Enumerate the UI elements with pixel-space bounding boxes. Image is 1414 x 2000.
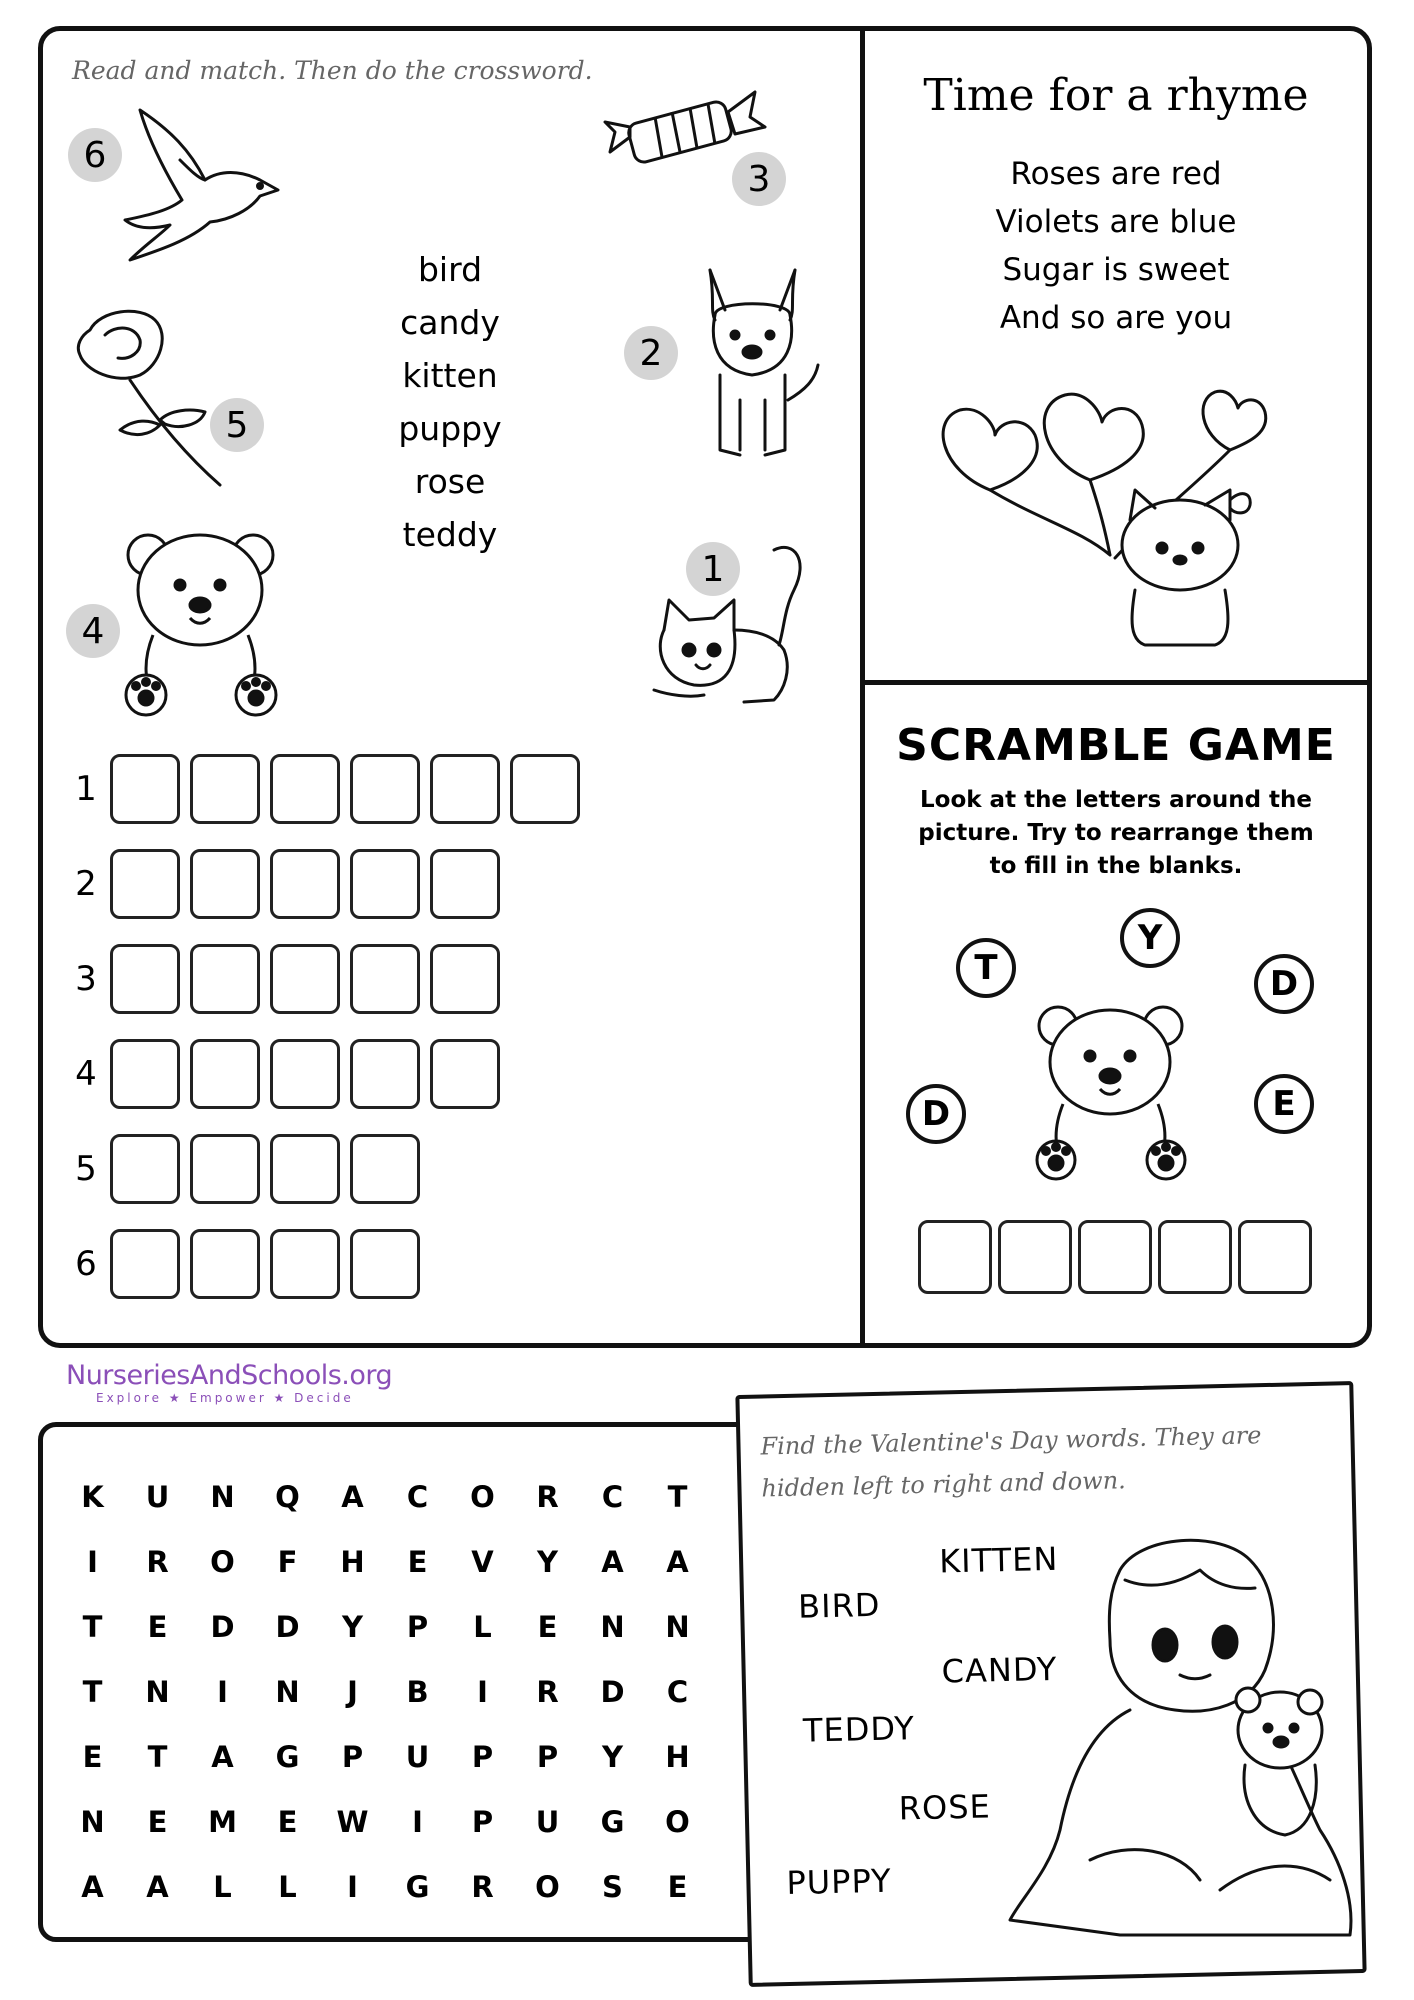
crossword-letter-box[interactable]	[350, 944, 420, 1014]
hidden-word: CANDY	[941, 1649, 1058, 1691]
wordsearch-letter[interactable]: K	[81, 1479, 104, 1514]
wordsearch-letter[interactable]: R	[146, 1544, 169, 1579]
teddy-bear-icon	[1028, 994, 1198, 1184]
picture-number-badge: 4	[66, 604, 120, 658]
match-word: kitten	[402, 356, 498, 395]
match-instruction: Read and match. Then do the crossword.	[72, 56, 593, 85]
wordsearch-letter[interactable]: Y	[342, 1609, 363, 1644]
wordsearch-letter[interactable]: L	[473, 1609, 492, 1644]
vertical-divider	[860, 26, 865, 1348]
crossword-letter-box[interactable]	[270, 1134, 340, 1204]
logo-tagline: Explore ★ Empower ★ Decide	[96, 1391, 354, 1405]
wordsearch-letter[interactable]: I	[347, 1869, 358, 1904]
scramble-letter: D	[906, 1084, 966, 1144]
wordsearch-letter[interactable]: N	[210, 1479, 235, 1514]
wordsearch-letter[interactable]: W	[336, 1804, 369, 1839]
scramble-blank-box[interactable]	[1238, 1220, 1312, 1294]
crossword-letter-box[interactable]	[350, 1229, 420, 1299]
wordsearch-letter[interactable]: B	[406, 1674, 429, 1709]
match-word: rose	[414, 462, 486, 501]
wordsearch-letter[interactable]: Y	[537, 1544, 558, 1579]
rhyme-poem	[876, 156, 1356, 348]
wordsearch-letter[interactable]: O	[470, 1479, 495, 1514]
crossword-letter-box[interactable]	[430, 1039, 500, 1109]
crossword-row-number: 1	[75, 769, 97, 809]
rhyme-line: Violets are blue	[995, 204, 1237, 240]
wordsearch-letter[interactable]: P	[471, 1739, 494, 1774]
puppy-icon	[680, 260, 820, 470]
wordsearch-letter[interactable]: E	[537, 1609, 558, 1644]
crossword-letter-box[interactable]	[190, 1229, 260, 1299]
crossword-row-number: 4	[75, 1054, 97, 1094]
crossword-row	[68, 754, 580, 824]
scramble-letter: Y	[1120, 908, 1180, 968]
picture-number-badge: 1	[686, 542, 740, 596]
wordsearch-letter[interactable]: P	[406, 1609, 429, 1644]
crossword-row-number: 2	[75, 864, 97, 904]
crossword-row-number: 6	[75, 1244, 97, 1284]
wordsearch-letter[interactable]: G	[275, 1739, 300, 1774]
wordsearch-letter[interactable]: I	[217, 1674, 228, 1709]
wordsearch-letter[interactable]: N	[665, 1609, 690, 1644]
crossword	[68, 754, 580, 1324]
match-word: puppy	[398, 409, 502, 448]
hidden-word: PUPPY	[786, 1861, 893, 1903]
logo-text: NurseriesAndSchools.org	[66, 1360, 393, 1391]
wordsearch-letter[interactable]: T	[82, 1674, 103, 1709]
crossword-letter-box[interactable]	[110, 944, 180, 1014]
wordsearch-letter[interactable]: T	[667, 1479, 688, 1514]
wordsearch-letter[interactable]: N	[600, 1609, 625, 1644]
crossword-letter-box[interactable]	[190, 849, 260, 919]
scramble-blank-box[interactable]	[1158, 1220, 1232, 1294]
wordsearch-letter[interactable]: I	[87, 1544, 98, 1579]
wordsearch-letter[interactable]: U	[535, 1804, 560, 1839]
wordsearch-letter[interactable]: C	[666, 1674, 689, 1709]
rhyme-line: Roses are red	[1010, 156, 1222, 192]
crossword-letter-box[interactable]	[350, 849, 420, 919]
find-instruction-line2: hidden left to right and down.	[761, 1466, 1127, 1503]
crossword-row-number: 5	[75, 1149, 97, 1189]
wordsearch-letter[interactable]: N	[275, 1674, 300, 1709]
site-logo	[66, 1360, 392, 1405]
wordsearch-letter[interactable]: D	[275, 1609, 300, 1644]
wordsearch-letter[interactable]: E	[82, 1739, 103, 1774]
wordsearch-letter[interactable]: A	[146, 1869, 169, 1904]
hidden-word: ROSE	[898, 1787, 992, 1828]
wordsearch-letter[interactable]: R	[536, 1674, 559, 1709]
wordsearch-letter[interactable]: A	[341, 1479, 364, 1514]
wordsearch-letter[interactable]: M	[208, 1804, 237, 1839]
scramble-blank-box[interactable]	[998, 1220, 1072, 1294]
crossword-letter-box[interactable]	[350, 1039, 420, 1109]
crossword-letter-box[interactable]	[110, 1229, 180, 1299]
kitty-with-balloons-icon	[930, 380, 1310, 650]
wordsearch-letter[interactable]: G	[600, 1804, 625, 1839]
wordsearch-letter[interactable]: G	[405, 1869, 430, 1904]
wordsearch-letter[interactable]: U	[405, 1739, 430, 1774]
crossword-letter-box[interactable]	[190, 944, 260, 1014]
crossword-letter-box[interactable]	[270, 754, 340, 824]
horizontal-divider	[862, 680, 1372, 685]
crossword-letter-box[interactable]	[350, 1134, 420, 1204]
wordsearch-letter[interactable]: P	[536, 1739, 559, 1774]
scramble-description: Look at the letters around the picture. Try to rearrange them to fill in the blanks.	[918, 787, 1314, 879]
crossword-row	[68, 1229, 580, 1299]
hidden-word: TEDDY	[802, 1709, 916, 1750]
boy-with-teddy-icon	[1000, 1530, 1360, 1950]
wordsearch-letter[interactable]: A	[666, 1544, 689, 1579]
wordsearch-letter[interactable]: O	[210, 1544, 235, 1579]
kitten-icon	[634, 530, 834, 720]
wordsearch-letter[interactable]: E	[667, 1869, 688, 1904]
wordsearch-letter[interactable]: N	[80, 1804, 105, 1839]
rose-icon	[60, 300, 230, 490]
crossword-letter-box[interactable]	[430, 944, 500, 1014]
crossword-row	[68, 1134, 580, 1204]
wordsearch-letter[interactable]: Q	[275, 1479, 300, 1514]
wordsearch-letter[interactable]: E	[147, 1804, 168, 1839]
wordsearch-letter[interactable]: C	[406, 1479, 429, 1514]
crossword-letter-box[interactable]	[110, 1039, 180, 1109]
wordsearch-letter[interactable]: H	[340, 1544, 365, 1579]
wordsearch-letter[interactable]: S	[602, 1869, 623, 1904]
wordsearch-letter[interactable]: V	[471, 1544, 494, 1579]
rhyme-line: And so are you	[999, 300, 1233, 336]
crossword-letter-box[interactable]	[190, 754, 260, 824]
scramble-letter: T	[956, 938, 1016, 998]
wordsearch-letter[interactable]: I	[477, 1674, 488, 1709]
wordsearch-letter[interactable]: O	[535, 1869, 560, 1904]
wordsearch-letter[interactable]: P	[471, 1804, 494, 1839]
crossword-letter-box[interactable]	[270, 849, 340, 919]
rhyme-title: Time for a rhyme	[923, 70, 1309, 121]
crossword-letter-box[interactable]	[270, 1229, 340, 1299]
picture-number-badge: 2	[624, 326, 678, 380]
wordsearch-letter[interactable]: F	[277, 1544, 298, 1579]
wordsearch-letter[interactable]: E	[277, 1804, 298, 1839]
wordsearch-letter[interactable]: U	[145, 1479, 170, 1514]
wordsearch-letter[interactable]: D	[600, 1674, 625, 1709]
crossword-letter-box[interactable]	[270, 1039, 340, 1109]
crossword-letter-box[interactable]	[430, 754, 500, 824]
wordsearch-letter[interactable]: I	[412, 1804, 423, 1839]
match-word: bird	[417, 250, 483, 289]
crossword-row	[68, 1039, 580, 1109]
wordsearch-letter[interactable]: Y	[602, 1739, 623, 1774]
picture-number-badge: 6	[68, 128, 122, 182]
wordsearch-letter[interactable]: O	[665, 1804, 690, 1839]
scramble-letter: E	[1254, 1074, 1314, 1134]
find-instruction-line1: Find the Valentine's Day words. They are	[760, 1421, 1262, 1461]
crossword-letter-box[interactable]	[510, 754, 580, 824]
crossword-letter-box[interactable]	[110, 1134, 180, 1204]
crossword-letter-box[interactable]	[190, 1134, 260, 1204]
wordsearch-letter[interactable]: R	[536, 1479, 559, 1514]
wordsearch-letter[interactable]: T	[82, 1609, 103, 1644]
crossword-letter-box[interactable]	[110, 849, 180, 919]
wordsearch-letter[interactable]: T	[147, 1739, 168, 1774]
picture-number-badge: 5	[210, 398, 264, 452]
scramble-letter: D	[1254, 954, 1314, 1014]
match-word-list	[360, 250, 540, 568]
crossword-row	[68, 849, 580, 919]
crossword-letter-box[interactable]	[190, 1039, 260, 1109]
picture-number-badge: 3	[732, 152, 786, 206]
candy-icon	[600, 82, 770, 192]
scramble-answer-blanks	[918, 1220, 1312, 1294]
scramble-blank-box[interactable]	[918, 1220, 992, 1294]
hidden-word: KITTEN	[938, 1539, 1059, 1581]
crossword-row	[68, 944, 580, 1014]
match-word: candy	[400, 303, 500, 342]
wordsearch-letter[interactable]: C	[601, 1479, 624, 1514]
rhyme-line: Sugar is sweet	[1002, 252, 1230, 288]
crossword-row-number: 3	[75, 959, 97, 999]
bird-icon	[110, 100, 290, 270]
wordsearch-letter[interactable]: H	[665, 1739, 690, 1774]
scramble-blank-box[interactable]	[1078, 1220, 1152, 1294]
wordsearch-letter[interactable]: P	[341, 1739, 364, 1774]
wordsearch-letter[interactable]: D	[210, 1609, 235, 1644]
wordsearch-letter[interactable]: R	[471, 1869, 494, 1904]
wordsearch-letter[interactable]: J	[347, 1674, 358, 1709]
crossword-letter-box[interactable]	[270, 944, 340, 1014]
crossword-letter-box[interactable]	[430, 849, 500, 919]
wordsearch-letter[interactable]: A	[211, 1739, 234, 1774]
teddy-bear-icon	[118, 520, 288, 720]
wordsearch-letter[interactable]: L	[213, 1869, 232, 1904]
wordsearch-letter[interactable]: L	[278, 1869, 297, 1904]
match-word: teddy	[402, 515, 498, 554]
wordsearch-letter[interactable]: A	[81, 1869, 104, 1904]
hidden-word: BIRD	[797, 1585, 881, 1626]
wordsearch-grid	[60, 1464, 710, 1919]
scramble-title: SCRAMBLE GAME	[896, 720, 1336, 771]
wordsearch-letter[interactable]: N	[145, 1674, 170, 1709]
wordsearch-letter[interactable]: A	[601, 1544, 624, 1579]
crossword-letter-box[interactable]	[350, 754, 420, 824]
crossword-letter-box[interactable]	[110, 754, 180, 824]
wordsearch-letter[interactable]: E	[407, 1544, 428, 1579]
wordsearch-letter[interactable]: E	[147, 1609, 168, 1644]
